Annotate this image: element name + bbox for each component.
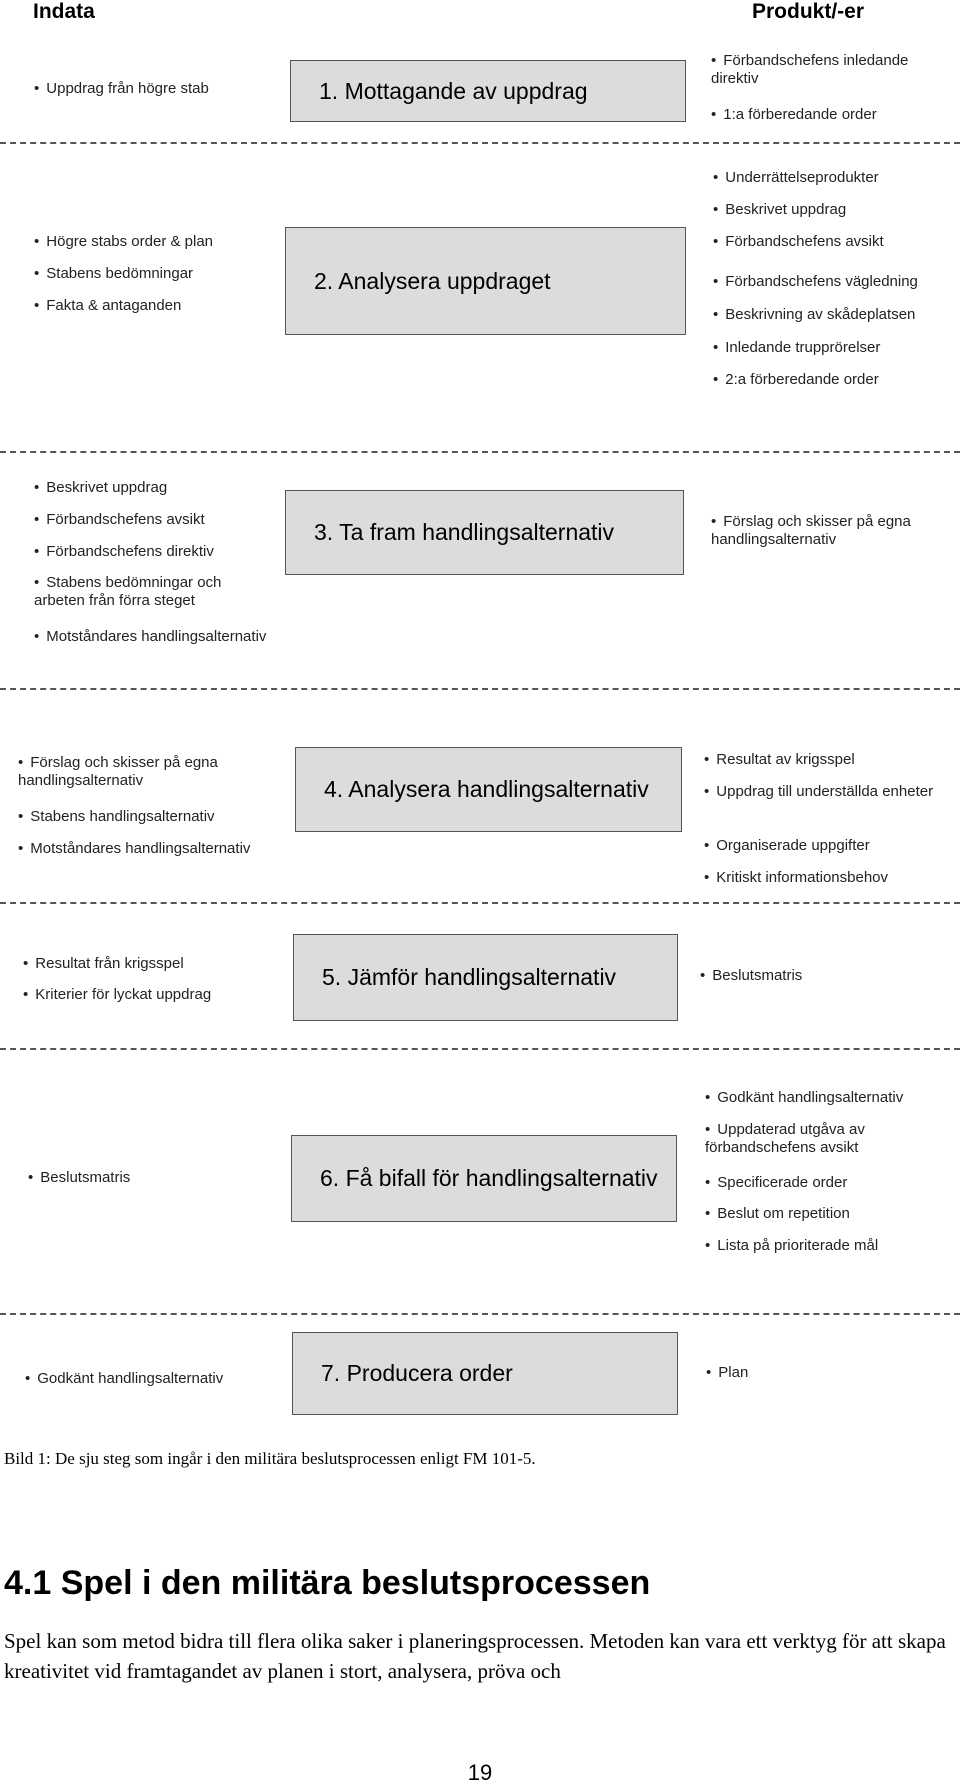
step-7-box: [292, 1332, 678, 1415]
separator: [0, 902, 960, 904]
step-4-output: • Resultat av krigsspel: [704, 751, 855, 769]
step-2-output: • Förbandschefens vägledning: [713, 273, 918, 291]
step-1-box: [290, 60, 686, 122]
section-heading: 4.1 Spel i den militära beslutsprocessen: [4, 1564, 651, 1602]
body-paragraph: Spel kan som metod bidra till flera olika saker i planeringsprocessen. Metoden kan vara ett verktyg för att skapa kreativitet vid framtagandet av planen i stort, analysera, pröva och: [4, 1629, 946, 1683]
step-4-box: [295, 747, 682, 832]
page-number: 19: [467, 1760, 493, 1785]
step-2-output: • Underrättelseprodukter: [713, 169, 879, 187]
separator: [0, 1313, 960, 1315]
step-1-input: • Uppdrag från högre stab: [34, 80, 209, 98]
step-3-box: [285, 490, 684, 575]
step-5-box: [293, 934, 678, 1021]
step-2-output: • Inledande trupprörelser: [713, 339, 880, 357]
step-6-input: • Beslutsmatris: [28, 1169, 130, 1187]
step-4-input: • Förslag och skisser på egna handlingsalternativ: [18, 754, 258, 790]
step-6-output: • Lista på prioriterade mål: [705, 1237, 878, 1255]
step-3-title: 3. Ta fram handlingsalternativ: [314, 519, 615, 545]
step-7-input: • Godkänt handlingsalternativ: [25, 1370, 223, 1388]
step-7-title: 7. Producera order: [321, 1360, 513, 1386]
step-2-output: • Beskrivning av skådeplatsen: [713, 306, 915, 324]
step-3-input: • Förbandschefens avsikt: [34, 511, 205, 529]
step-1-title: 1. Mottagande av uppdrag: [319, 77, 588, 104]
step-6-title: 6. Få bifall för handlingsalternativ: [320, 1165, 658, 1191]
step-4-input: • Motståndares handlingsalternativ: [18, 840, 250, 858]
header-produkter: Produkt/-er: [752, 0, 865, 23]
step-2-output: • Beskrivet uppdrag: [713, 201, 846, 219]
step-2-title: 2. Analysera uppdraget: [314, 267, 551, 294]
step-3-input: • Beskrivet uppdrag: [34, 479, 167, 497]
step-6-output: • Godkänt handlingsalternativ: [705, 1089, 903, 1107]
separator: [0, 688, 960, 690]
step-5-title: 5. Jämför handlingsalternativ: [322, 964, 617, 990]
step-4-input: • Stabens handlingsalternativ: [18, 808, 215, 826]
step-5-output: • Beslutsmatris: [700, 967, 802, 985]
step-2-output: • 2:a förberedande order: [713, 371, 879, 389]
step-6-output: • Uppdaterad utgåva av förbandschefens avsikt: [705, 1121, 915, 1157]
step-2-box: [285, 227, 686, 335]
step-6-output: • Beslut om repetition: [705, 1205, 850, 1223]
step-2-input: • Högre stabs order & plan: [34, 233, 213, 251]
step-2-input: • Fakta & antaganden: [34, 297, 181, 315]
step-4-output: • Kritiskt informationsbehov: [704, 869, 888, 887]
step-3-input: • Stabens bedömningar och arbeten från förra steget: [34, 574, 254, 610]
step-3-input: • Förbandschefens direktiv: [34, 543, 214, 561]
step-5-input: • Resultat från krigsspel: [23, 955, 184, 973]
step-4-output: • Uppdrag till underställda enheter: [704, 783, 934, 801]
separator: [0, 451, 960, 453]
step-4-output: • Organiserade uppgifter: [704, 837, 870, 855]
step-3-input: • Motståndares handlingsalternativ: [34, 628, 266, 646]
header-indata: Indata: [33, 0, 95, 23]
step-6-output: • Specificerade order: [705, 1174, 847, 1192]
step-1-output: • 1:a förberedande order: [711, 106, 877, 124]
step-7-output: • Plan: [706, 1364, 748, 1382]
separator: [0, 142, 960, 144]
step-6-box: [291, 1135, 677, 1222]
step-2-input: • Stabens bedömningar: [34, 265, 193, 283]
step-2-output: • Förbandschefens avsikt: [713, 233, 884, 251]
step-5-input: • Kriterier för lyckat uppdrag: [23, 986, 211, 1004]
step-4-title: 4. Analysera handlingsalternativ: [324, 776, 649, 802]
step-3-output: • Förslag och skisser på egna handlingsalternativ: [711, 513, 921, 549]
separator: [0, 1048, 960, 1050]
step-1-output: • Förbandschefens inledande direktiv: [711, 52, 951, 88]
figure-caption: Bild 1: De sju steg som ingår i den militära beslutsprocessen enligt FM 101-5.: [4, 1449, 536, 1468]
